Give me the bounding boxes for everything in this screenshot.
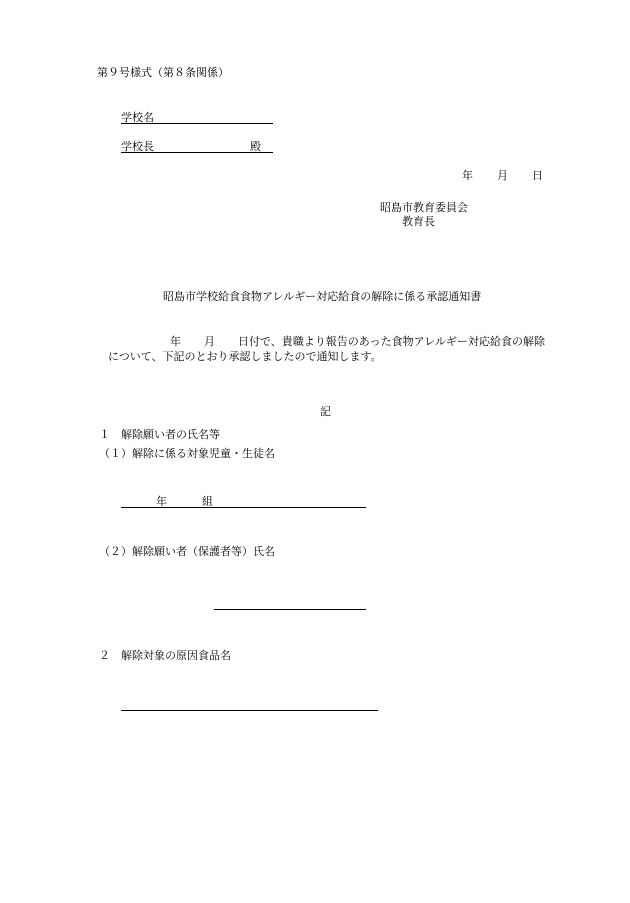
body-year: 年 [170, 335, 181, 348]
ki-heading: 記 [320, 405, 331, 418]
principal-underline [121, 152, 273, 153]
guardian-name-underline [214, 609, 366, 610]
school-name-underline [121, 123, 273, 124]
issuer-organization: 昭島市教育委員会 [380, 201, 468, 214]
body-line-2: について、下記のとおり承認しましたので通知します。 [108, 350, 382, 363]
section1-item1-heading: （１）解除に係る対象児童・生徒名 [99, 447, 275, 460]
principal-label: 学校長 [121, 140, 154, 153]
food-name-underline [121, 710, 378, 711]
class-label: 組 [202, 495, 213, 508]
body-line-1 [170, 335, 545, 349]
date-month-label: 月 [497, 169, 508, 182]
section2-heading: ２ 解除対象の原因食品名 [99, 649, 231, 662]
document-title: 昭島市学校給食食物アレルギー対応給食の解除に係る承認通知書 [163, 290, 482, 303]
school-name-label: 学校名 [121, 111, 154, 124]
grade-label: 年 [156, 495, 167, 508]
issuer-title: 教育長 [402, 215, 435, 228]
form-number: 第９号様式（第８条関係） [97, 66, 229, 79]
date-day-label: 日 [532, 169, 543, 182]
date-year-label: 年 [462, 169, 473, 182]
body-month: 月 [204, 335, 215, 348]
student-name-underline [121, 507, 366, 508]
body-line1-rest: 日付で、貴職より報告のあった食物アレルギー対応給食の解除 [238, 335, 545, 348]
section1-item2-heading: （２）解除願い者（保護者等）氏名 [99, 545, 275, 558]
honorific: 殿 [250, 140, 261, 153]
section1-heading: １ 解除願い者の氏名等 [99, 428, 220, 441]
